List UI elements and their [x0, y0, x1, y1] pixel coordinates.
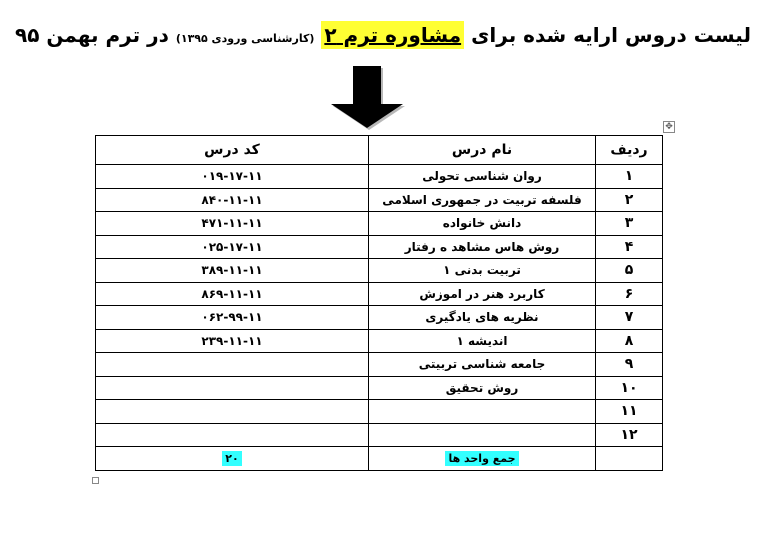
row-name: کاربرد هنر در اموزش	[369, 282, 596, 306]
table-row	[96, 353, 663, 377]
row-code-value: ۳۸۹-۱۱-۱۱	[201, 263, 263, 278]
row-name: روان شناسی تحولی	[369, 165, 596, 189]
table-row	[96, 212, 663, 236]
row-num: ۴	[596, 235, 663, 259]
row-name	[369, 423, 596, 447]
total-label-cell	[369, 447, 596, 471]
row-code	[96, 329, 369, 353]
row-num: ۷	[596, 306, 663, 330]
table-row	[96, 306, 663, 330]
total-label: جمع واحد ها	[445, 451, 518, 466]
row-name: تربیت بدنی ۱	[369, 259, 596, 283]
table-row	[96, 400, 663, 424]
row-code	[96, 282, 369, 306]
row-num: ۱۲	[596, 423, 663, 447]
row-code-value: ۰۱۹-۱۷-۱۱	[201, 169, 263, 184]
row-code	[96, 376, 369, 400]
table-row	[96, 282, 663, 306]
total-num-cell	[596, 447, 663, 471]
row-name: اندیشه ۱	[369, 329, 596, 353]
title-highlight: مشاوره ترم ۲	[321, 21, 464, 49]
table-row	[96, 423, 663, 447]
row-code-value: ۴۷۱-۱۱-۱۱	[201, 216, 263, 231]
page-title	[0, 18, 766, 56]
row-code	[96, 353, 369, 377]
row-code	[96, 400, 369, 424]
row-code	[96, 423, 369, 447]
row-num: ۶	[596, 282, 663, 306]
row-code-value: ۰۲۵-۱۷-۱۱	[201, 239, 263, 254]
row-num: ۹	[596, 353, 663, 377]
down-arrow-icon	[327, 64, 407, 130]
row-code	[96, 188, 369, 212]
row-num: ۳	[596, 212, 663, 236]
table-move-handle-icon[interactable]: ✥	[663, 121, 675, 133]
table-row	[96, 188, 663, 212]
row-code-value: ۸۶۹-۱۱-۱۱	[201, 286, 263, 301]
row-code	[96, 235, 369, 259]
row-num: ۱۱	[596, 400, 663, 424]
table-row	[96, 165, 663, 189]
row-num: ۱	[596, 165, 663, 189]
row-name: روش تحقیق	[369, 376, 596, 400]
table-row	[96, 329, 663, 353]
row-num: ۸	[596, 329, 663, 353]
row-code	[96, 306, 369, 330]
total-value: ۲۰	[222, 451, 241, 466]
row-num: ۵	[596, 259, 663, 283]
table-row	[96, 259, 663, 283]
courses-table	[95, 135, 663, 471]
total-value-cell	[96, 447, 369, 471]
table-header-row	[96, 136, 663, 165]
row-code-value: ۸۴۰-۱۱-۱۱	[201, 192, 263, 207]
row-name: نظریه های یادگیری	[369, 306, 596, 330]
row-code-value: ۲۳۹-۱۱-۱۱	[201, 333, 263, 348]
row-num: ۲	[596, 188, 663, 212]
row-code	[96, 165, 369, 189]
row-code	[96, 212, 369, 236]
row-name: روش هاس مشاهد ه رفتار	[369, 235, 596, 259]
header-name: نام درس	[369, 136, 596, 165]
table-row	[96, 376, 663, 400]
row-name: فلسفه تربیت در جمهوری اسلامی	[369, 188, 596, 212]
row-code-value: ۰۶۲-۹۹-۱۱	[201, 310, 263, 325]
total-row	[96, 447, 663, 471]
row-name	[369, 400, 596, 424]
row-num: ۱۰	[596, 376, 663, 400]
row-name: جامعه شناسی تربیتی	[369, 353, 596, 377]
row-code	[96, 259, 369, 283]
title-note: (کارشناسی ورودی ۱۳۹۵)	[175, 32, 315, 45]
title-part1: لیست دروس ارایه شده برای	[471, 23, 751, 47]
row-name: دانش خانواده	[369, 212, 596, 236]
title-part2: در ترم بهمن ۹۵	[15, 23, 169, 47]
table-resize-handle[interactable]	[92, 477, 99, 484]
header-code: کد درس	[96, 136, 369, 165]
header-num: ردیف	[596, 136, 663, 165]
table-row	[96, 235, 663, 259]
